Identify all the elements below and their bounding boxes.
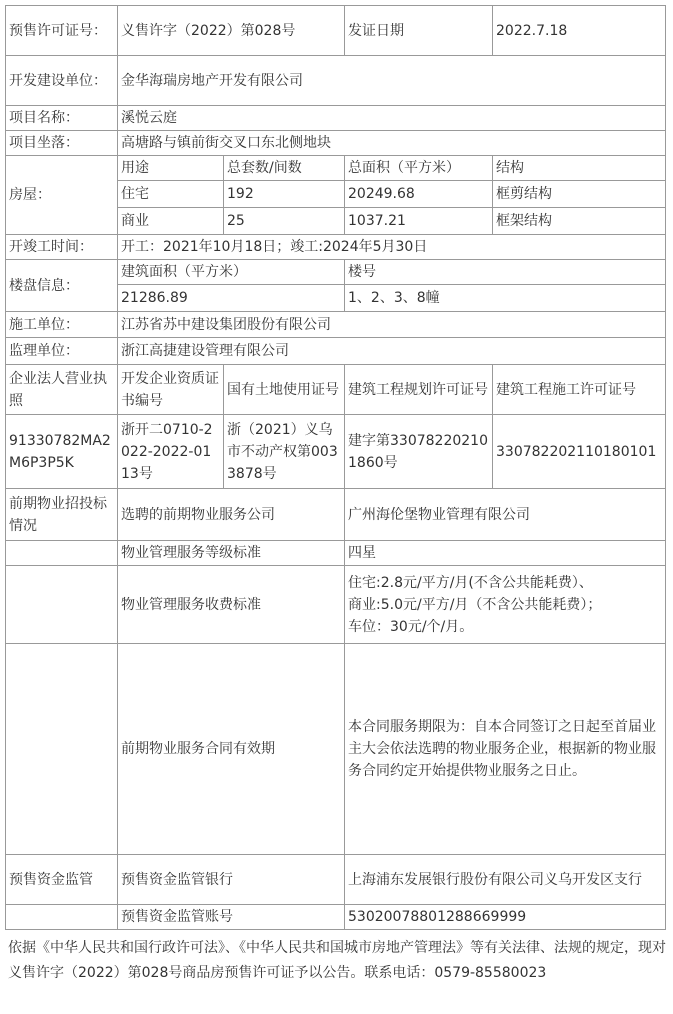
contractor-row xyxy=(6,312,666,338)
blank-cell xyxy=(6,541,118,566)
housing-cell: 20249.68 xyxy=(345,181,493,208)
cert-value-qualification: 浙开二0710-2022-2022-0113号 xyxy=(118,415,224,489)
location-value: 高塘路与镇前街交叉口东北侧地块 xyxy=(118,131,666,156)
building-header-row xyxy=(6,260,666,285)
property-grade-row xyxy=(6,541,666,566)
permit-no-value: 义售许字（2022）第028号 xyxy=(118,6,345,56)
property-fee-label: 物业管理服务收费标准 xyxy=(118,566,345,644)
permit-no-label: 预售许可证号： xyxy=(6,6,118,56)
housing-header-units: 总套数/间数 xyxy=(224,156,345,181)
supervisor-row xyxy=(6,338,666,365)
contractor-label: 施工单位： xyxy=(6,312,118,338)
cert-header-license: 企业法人营业执照 xyxy=(6,365,118,415)
cert-value-row xyxy=(6,415,666,489)
project-name-row xyxy=(6,106,666,131)
project-name-label: 项目名称： xyxy=(6,106,118,131)
escrow-bank-value: 上海浦东发展银行股份有限公司义乌开发区支行 xyxy=(345,855,666,905)
supervisor-label: 监理单位： xyxy=(6,338,118,365)
cert-header-planning: 建筑工程规划许可证号 xyxy=(345,365,493,415)
escrow-account-value: 53020078801288669999 xyxy=(345,905,666,930)
property-company-value: 广州海伦堡物业管理有限公司 xyxy=(345,489,666,541)
property-fee-value xyxy=(345,566,666,644)
project-name-value: 溪悦云庭 xyxy=(118,106,666,131)
property-company-label: 选聘的前期物业服务公司 xyxy=(118,489,345,541)
cert-value-construction: 330782202110180101 xyxy=(493,415,666,489)
building-no-header: 楼号 xyxy=(345,260,666,285)
cert-value-planning: 建字第330782202101860号 xyxy=(345,415,493,489)
blank-cell xyxy=(6,644,118,855)
cert-header-land: 国有土地使用证号 xyxy=(224,365,345,415)
schedule-label: 开竣工时间： xyxy=(6,235,118,260)
cert-value-land: 浙（2021）义乌市不动产权第0033878号 xyxy=(224,415,345,489)
cert-header-qualification: 开发企业资质证书编号 xyxy=(118,365,224,415)
housing-cell: 商业 xyxy=(118,208,224,235)
issue-date-label: 发证日期 xyxy=(345,6,493,56)
housing-cell: 1037.21 xyxy=(345,208,493,235)
location-label: 项目坐落： xyxy=(6,131,118,156)
presale-permit-table xyxy=(5,5,666,930)
developer-value: 金华海瑞房地产开发有限公司 xyxy=(118,56,666,106)
cert-value-license: 91330782MA2M6P3P5K xyxy=(6,415,118,489)
housing-header-row xyxy=(6,156,666,181)
blank-cell xyxy=(6,566,118,644)
fee-line: 住宅:2.8元/平方/月(不含公共能耗费）、 xyxy=(348,574,593,591)
housing-cell: 框剪结构 xyxy=(493,181,666,208)
building-label: 楼盘信息： xyxy=(6,260,118,312)
escrow-label: 预售资金监管 xyxy=(6,855,118,905)
developer-label: 开发建设单位： xyxy=(6,56,118,106)
schedule-value: 开工：2021年10月18日；竣工:2024年5月30日 xyxy=(118,235,666,260)
contractor-value: 江苏省苏中建设集团股份有限公司 xyxy=(118,312,666,338)
permit-row xyxy=(6,6,666,56)
blank-cell xyxy=(6,905,118,930)
escrow-bank-row xyxy=(6,855,666,905)
property-contract-value: 本合同服务期限为：自本合同签订之日起至首届业主大会依法选聘的物业服务企业，根据新的物业服务合同约定开始提供物业服务之日止。 xyxy=(345,644,666,855)
escrow-account-label: 预售资金监管账号 xyxy=(118,905,345,930)
supervisor-value: 浙江高捷建设管理有限公司 xyxy=(118,338,666,365)
fee-line: 车位：30元/个/月。 xyxy=(348,618,474,635)
housing-cell: 192 xyxy=(224,181,345,208)
housing-cell: 25 xyxy=(224,208,345,235)
cert-header-row xyxy=(6,365,666,415)
issue-date-value: 2022.7.18 xyxy=(493,6,666,56)
housing-cell: 住宅 xyxy=(118,181,224,208)
housing-header-area: 总面积（平方米） xyxy=(345,156,493,181)
location-row xyxy=(6,131,666,156)
building-no-value: 1、2、3、8幢 xyxy=(345,285,666,312)
property-grade-label: 物业管理服务等级标准 xyxy=(118,541,345,566)
housing-header-structure: 结构 xyxy=(493,156,666,181)
property-label: 前期物业招投标情况 xyxy=(6,489,118,541)
property-company-row xyxy=(6,489,666,541)
housing-header-use: 用途 xyxy=(118,156,224,181)
property-contract-row xyxy=(6,644,666,855)
escrow-bank-label: 预售资金监管银行 xyxy=(118,855,345,905)
housing-cell: 框架结构 xyxy=(493,208,666,235)
building-area-value: 21286.89 xyxy=(118,285,345,312)
announcement-footer: 依据《中华人民共和国行政许可法》、《中华人民共和国城市房地产管理法》等有关法律、法规的规定，现对义售许字（2022）第028号商品房预售许可证予以公告。联系电话：0579-85580023 xyxy=(8,940,666,981)
developer-row xyxy=(6,56,666,106)
building-area-header: 建筑面积（平方米） xyxy=(118,260,345,285)
property-contract-label: 前期物业服务合同有效期 xyxy=(118,644,345,855)
property-fee-row xyxy=(6,566,666,644)
schedule-row xyxy=(6,235,666,260)
cert-header-construction: 建筑工程施工许可证号 xyxy=(493,365,666,415)
property-grade-value: 四星 xyxy=(345,541,666,566)
housing-label: 房屋： xyxy=(6,156,118,235)
fee-line: 商业:5.0元/平方/月（不含公共能耗费）； xyxy=(348,596,602,613)
escrow-account-row xyxy=(6,905,666,930)
